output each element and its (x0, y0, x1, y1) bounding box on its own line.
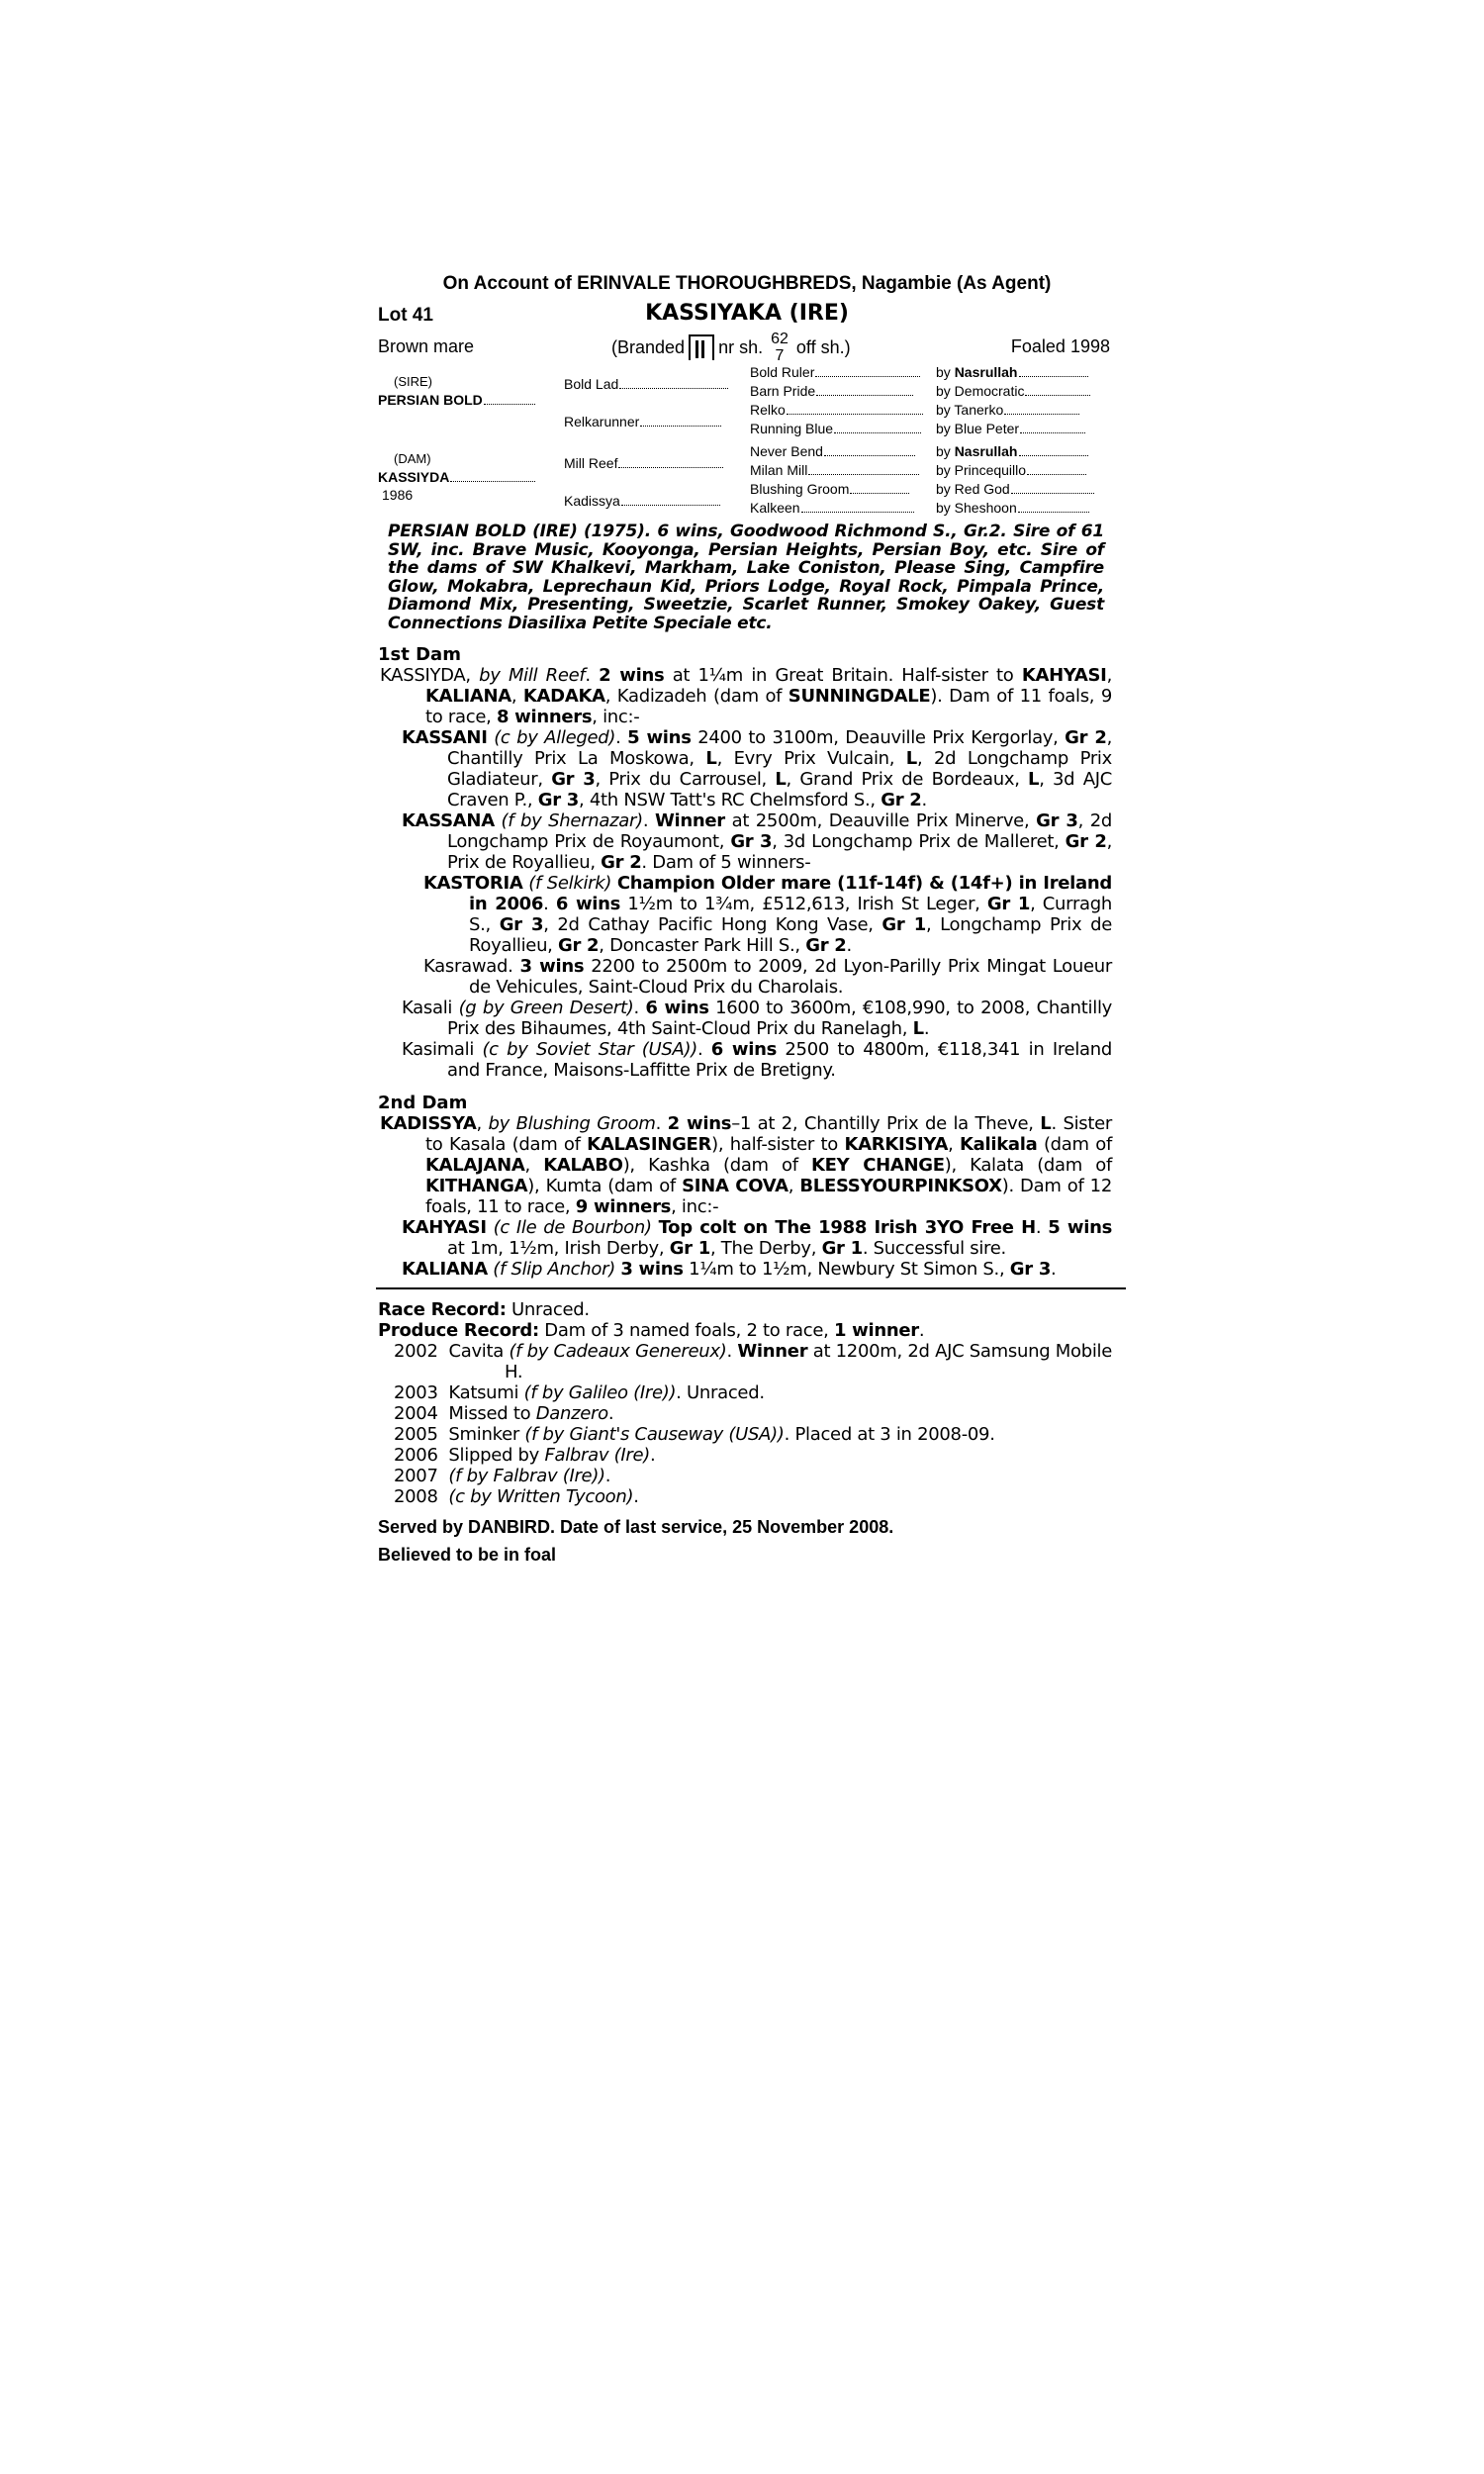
produce-text: (c by Written Tycoon). (448, 1486, 639, 1507)
brand-num-top: 62 (771, 331, 788, 347)
produce-item (394, 1486, 1112, 1507)
ped-gen3-2: Barn Pride (750, 383, 913, 399)
produce-item (394, 1424, 1112, 1445)
brand-num-bottom: 7 (775, 347, 785, 364)
served-by: Served by DANBIRD. Date of last service, 25 November 2008. (378, 1517, 894, 1537)
first-dam-heading: 1st Dam (378, 644, 461, 665)
lot-number: Lot 41 (378, 305, 433, 326)
ped-gen4-3: by Tanerko (936, 402, 1079, 418)
produce-text: Katsumi (f by Galileo (Ire)). Unraced. (443, 1382, 765, 1403)
progeny-kahyasi: KAHYASI (c Ile de Bourbon) Top colt on The 1988 Irish 3YO Free H. 5 wins at 1m, 1½m, Irish Derby, Gr 1, The Derby, Gr 1. Successful sire. (402, 1217, 1113, 1259)
brand-suffix: off sh.) (795, 336, 851, 357)
produce-item (394, 1445, 1112, 1466)
ped-gen3-6: Milan Mill (750, 462, 919, 478)
produce-text: (f by Falbrav (Ire)). (448, 1466, 611, 1486)
brand-info (611, 331, 851, 364)
second-dam-heading: 2nd Dam (378, 1093, 468, 1113)
progeny-kasimali: Kasimali (c by Soviet Star (USA)). 6 wins 2500 to 4800m, €118,341 in Ireland and France, Maisons-Laffitte Prix de Bretigny. (402, 1039, 1112, 1081)
second-dam-entry: KADISSYA, by Blushing Groom. 2 wins–1 at 2, Chantilly Prix de la Theve, L. Sister to Kasala (dam of KALASINGER), half-sister to KARKISIYA, Kalikala (dam of KALAJANA, KALABO), Kashka (dam of KEY CHANGE), Kalata (dam of KITHANGA), Kumta (dam of SINA COVA, BLESSYOURPINKSOX). Dam of 12 foals, 11 to race, 9 winners, inc:- (380, 1113, 1113, 1217)
progeny-kastoria: KASTORIA (f Selkirk) Champion Older mare (11f-14f) & (14f+) in Ireland in 2006. 6 wins 1½m to 1¾m, £512,613, Irish St Leger, Gr 1, Curragh S., Gr 3, 2d Cathay Pacific Hong Kong Vase, Gr 1, Longchamp Prix de Royallieu, Gr 2, Doncaster Park Hill S., Gr 2. (423, 873, 1113, 956)
ped-gen2-1: Bold Lad (564, 376, 728, 392)
ped-gen2-4: Kadissya (564, 493, 720, 509)
brand-mark-icon (689, 334, 714, 360)
ped-gen4-5: by Nasrullah (936, 443, 1088, 459)
produce-year: 2005 (394, 1424, 438, 1445)
divider (376, 1287, 1126, 1289)
produce-item (394, 1466, 1112, 1486)
dam-name: KASSIYDA (378, 469, 535, 485)
progeny-kasrawad: Kasrawad. 3 wins 2200 to 2500m to 2009, 2d Lyon-Parilly Prix Mingat Loueur de Vehicules, Saint-Cloud Prix du Charolais. (423, 956, 1112, 998)
catalogue-page (376, 273, 1118, 1569)
ped-gen3-4: Running Blue (750, 421, 921, 436)
sire-summary: PERSIAN BOLD (IRE) (1975). 6 wins, Goodwood Richmond S., Gr.2. Sire of 61 SW, inc. Brave Music, Kooyonga, Persian Heights, Persian Boy, etc. Sire of the dams of SW Khalkevi, Markham, Lake Coniston, Please Sing, Campfire Glow, Mokabra, Leprechaun Kid, Priors Lodge, Royal Rock, Pimpala Prince, Diamond Mix, Presenting, Sweetzie, Scarlet Runner, Smokey Oakey, Guest Connections Diasilixa Petite Speciale etc. (388, 522, 1104, 633)
produce-year: 2004 (394, 1403, 438, 1424)
produce-text: Cavita (f by Cadeaux Genereux). Winner at 1200m, 2d AJC Samsung Mobile H. (443, 1341, 1113, 1382)
vendor-account: On Account of ERINVALE THOROUGHBREDS, Nagambie (As Agent) (442, 273, 1052, 294)
produce-item (394, 1341, 1112, 1382)
ped-gen3-3: Relko (750, 402, 923, 418)
ped-gen2-2: Relkarunner (564, 414, 721, 429)
produce-year: 2006 (394, 1445, 438, 1466)
dam-year: 1986 (382, 487, 414, 503)
progeny-kaliana: KALIANA (f Slip Anchor) 3 wins 1¼m to 1½m, Newbury St Simon S., Gr 3. (402, 1259, 1057, 1280)
ped-gen3-5: Never Bend (750, 443, 915, 459)
produce-year: 2003 (394, 1382, 438, 1403)
ped-gen4-8: by Sheshoon (936, 500, 1089, 516)
ped-gen4-2: by Democratic (936, 383, 1090, 399)
lot-row (376, 301, 1118, 331)
produce-year: 2008 (394, 1486, 438, 1507)
ped-gen4-6: by Princequillo (936, 462, 1086, 478)
ped-gen2-3: Mill Reef (564, 455, 723, 471)
produce-year: 2002 (394, 1341, 438, 1362)
ped-gen4-4: by Blue Peter (936, 421, 1085, 436)
dam-label: (DAM) (394, 451, 431, 466)
brand-nr: nr sh. (718, 336, 764, 357)
produce-text: Slipped by Falbrav (Ire). (443, 1445, 656, 1466)
pedigree-table (376, 364, 1118, 516)
ped-gen3-8: Kalkeen (750, 500, 914, 516)
sire-label: (SIRE) (394, 374, 432, 389)
produce-text: Missed to Danzero. (443, 1403, 614, 1424)
produce-list (376, 1341, 1118, 1507)
produce-text: Sminker (f by Giant's Causeway (USA)). Placed at 3 in 2008-09. (443, 1424, 995, 1445)
produce-item (394, 1403, 1112, 1424)
brand-number (771, 331, 788, 364)
horse-name: KASSIYAKA (IRE) (645, 301, 849, 326)
foal-status: Believed to be in foal (378, 1545, 557, 1565)
ped-gen4-7: by Red God (936, 481, 1094, 497)
brand-prefix: (Branded (611, 336, 686, 357)
produce-year: 2007 (394, 1466, 438, 1486)
foaled-year: Foaled 1998 (1010, 336, 1110, 356)
first-dam-entry: KASSIYDA, by Mill Reef. 2 wins at 1¼m in Great Britain. Half-sister to KAHYASI, KALIANA, KADAKA, Kadizadeh (dam of SUNNINGDALE). Dam of 11 foals, 9 to race, 8 winners, inc:- (380, 665, 1112, 727)
sex-color: Brown mare (378, 336, 475, 356)
progeny-kassani: KASSANI (c by Alleged). 5 wins 2400 to 3100m, Deauville Prix Kergorlay, Gr 2, Chantilly Prix La Moskowa, L, Evry Prix Vulcain, L, 2d Longchamp Prix Gladiateur, Gr 3, Prix du Carrousel, L, Grand Prix de Bordeaux, L, 3d AJC Craven P., Gr 3, 4th NSW Tatt's RC Chelmsford S., Gr 2. (402, 727, 1113, 810)
ped-gen3-7: Blushing Groom (750, 481, 909, 497)
ped-gen3-1: Bold Ruler (750, 364, 920, 380)
sire-name: PERSIAN BOLD (378, 392, 535, 408)
race-record: Race Record: Unraced. (378, 1299, 590, 1320)
progeny-kassana: KASSANA (f by Shernazar). Winner at 2500m, Deauville Prix Minerve, Gr 3, 2d Longchamp Prix de Royaumont, Gr 3, 3d Longchamp Prix de Malleret, Gr 2, Prix de Royallieu, Gr 2. Dam of 5 winners- (402, 810, 1113, 873)
ped-gen4-1: by Nasrullah (936, 364, 1088, 380)
produce-item (394, 1382, 1112, 1403)
produce-record: Produce Record: Dam of 3 named foals, 2 to race, 1 winner. (378, 1320, 925, 1341)
progeny-kasali: Kasali (g by Green Desert). 6 wins 1600 to 3600m, €108,990, to 2008, Chantilly Prix des Bihaumes, 4th Saint-Cloud Prix du Ranelagh, L. (402, 998, 1112, 1039)
description-row (376, 331, 1118, 364)
